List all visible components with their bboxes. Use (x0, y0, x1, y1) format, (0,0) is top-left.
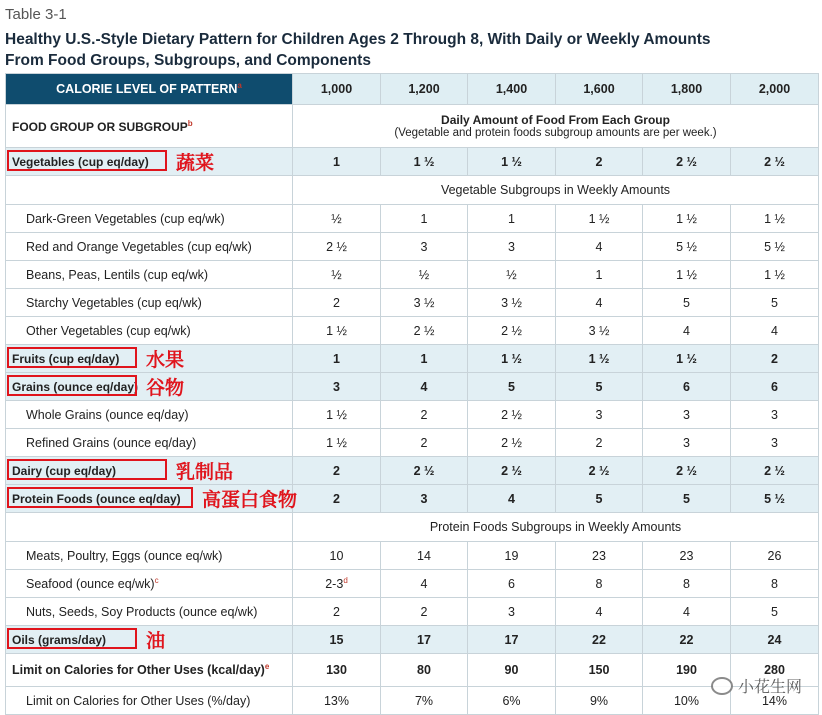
table-row (6, 542, 819, 570)
table-row (6, 654, 819, 687)
value-cell: 3 (381, 485, 468, 513)
row-label-text: Whole Grains (ounce eq/day) (26, 407, 189, 422)
chinese-annotation: 乳制品 (176, 461, 234, 483)
value-cell: 1 ½ (643, 205, 731, 233)
value-cell: 6 (468, 570, 556, 598)
value-cell: 280 (731, 654, 819, 687)
dietary-pattern-table (5, 73, 819, 715)
row-label-text: Meats, Poultry, Eggs (ounce eq/wk) (26, 548, 223, 563)
value-cell: 23 (643, 542, 731, 570)
table-row (6, 233, 819, 261)
calorie-level-3: 1,400 (468, 74, 556, 105)
footnote-marker: d (343, 575, 348, 585)
row-label-oils (6, 626, 293, 654)
value-cell: 3 (381, 233, 468, 261)
value-cell: 1 ½ (381, 148, 468, 176)
value-cell: 5 (556, 485, 643, 513)
row-label-text: Starchy Vegetables (cup eq/wk) (26, 295, 202, 310)
value-cell: 2 ½ (468, 317, 556, 345)
table-title (5, 29, 805, 71)
blank-cell (6, 176, 293, 205)
blank-cell (6, 513, 293, 542)
value-cell: 190 (643, 654, 731, 687)
table-row (6, 345, 819, 373)
row-label-text: Refined Grains (ounce eq/day) (26, 435, 197, 450)
row-label-text: Fruits (cup eq/day) (12, 351, 120, 366)
value-cell: 6% (468, 687, 556, 715)
value-cell: 4 (468, 485, 556, 513)
table-row (6, 289, 819, 317)
value-cell: 130 (293, 654, 381, 687)
value-cell: 5 (556, 373, 643, 401)
row-label-grains (6, 373, 293, 401)
value-cell: 26 (731, 542, 819, 570)
value-cell: 4 (556, 598, 643, 626)
value-cell: 15 (293, 626, 381, 654)
value-cell: 1 (381, 345, 468, 373)
table-row (6, 687, 819, 715)
value-cell: 2 (293, 289, 381, 317)
value-cell: 9% (556, 687, 643, 715)
value-cell: 2 ½ (731, 148, 819, 176)
row-label-dairy (6, 457, 293, 485)
calorie-level-4: 1,600 (556, 74, 643, 105)
vegetable-subgroup-heading: Vegetable Subgroups in Weekly Amounts (293, 176, 819, 205)
value-cell: 4 (381, 373, 468, 401)
title-line-1: Healthy U.S.-Style Dietary Pattern for Children Ages 2 Through 8, With Daily or Weekly Amounts (5, 31, 711, 48)
table-row (6, 317, 819, 345)
value-cell: 3 (468, 233, 556, 261)
row-label-text: Protein Foods (ounce eq/day) (12, 491, 181, 506)
chinese-annotation: 水果 (146, 349, 185, 371)
row-label-fruits (6, 345, 293, 373)
header-row-daily (6, 105, 819, 148)
footnote-marker: c (154, 575, 159, 585)
row-label-text: Vegetables (cup eq/day) (12, 154, 149, 169)
value-cell: 8 (731, 570, 819, 598)
value-cell: 5 ½ (731, 233, 819, 261)
value-cell: 5 (643, 485, 731, 513)
chinese-annotation: 谷物 (146, 377, 185, 399)
value-cell: 8 (643, 570, 731, 598)
table-row (6, 570, 819, 598)
value-cell: 10% (643, 687, 731, 715)
value-cell: 7% (381, 687, 468, 715)
value-cell: 5 (643, 289, 731, 317)
row-label-nuts (6, 598, 293, 626)
value-cell: 150 (556, 654, 643, 687)
value-cell: 17 (381, 626, 468, 654)
value-cell: 5 ½ (643, 233, 731, 261)
value-cell: 2 ½ (468, 457, 556, 485)
watermark (711, 674, 802, 697)
value-cell: ½ (381, 261, 468, 289)
table-row (6, 261, 819, 289)
calorie-level-2: 1,200 (381, 74, 468, 105)
table-row (6, 485, 819, 513)
header-row-calorie (6, 74, 819, 105)
value-cell: 5 (731, 598, 819, 626)
value-cell: 1 ½ (293, 401, 381, 429)
value-cell: 4 (643, 598, 731, 626)
value-cell: 6 (643, 373, 731, 401)
row-label-text: Other Vegetables (cup eq/wk) (26, 323, 191, 338)
value-cell: 3 (556, 401, 643, 429)
footnote-marker: e (264, 662, 270, 672)
table-caption: Table 3-1 (5, 6, 67, 23)
subgroup-heading-row (6, 176, 819, 205)
row-label-text: Seafood (ounce eq/wk) (26, 577, 155, 592)
value-cell: 2 (381, 598, 468, 626)
watermark-text: 小花生网 (737, 677, 802, 696)
protein-subgroup-heading: Protein Foods Subgroups in Weekly Amounts (293, 513, 819, 542)
value-cell: 1 ½ (731, 261, 819, 289)
value-cell: ½ (468, 261, 556, 289)
value-cell: 1 ½ (468, 148, 556, 176)
row-label-text: Nuts, Seeds, Soy Products (ounce eq/wk) (26, 604, 258, 619)
row-label-refined-grains (6, 429, 293, 457)
calorie-level-header: CALORIE LEVEL OF PATTERN$^a$ (6, 74, 293, 105)
value-cell: 3 ½ (381, 289, 468, 317)
daily-amount-title: Daily Amount of Food From Each Group (441, 113, 670, 127)
value-cell: 3 (731, 401, 819, 429)
value-cell: 3 ½ (556, 317, 643, 345)
value-cell: 1 ½ (643, 261, 731, 289)
row-label-other-veg (6, 317, 293, 345)
value-cell: 1 ½ (468, 345, 556, 373)
value-cell: 1 (556, 261, 643, 289)
value-cell: 1 ½ (556, 205, 643, 233)
table-row (6, 401, 819, 429)
value-cell: 3 ½ (468, 289, 556, 317)
value-cell: 22 (643, 626, 731, 654)
row-label-vegetables (6, 148, 293, 176)
table-row (6, 373, 819, 401)
chat-bubble-icon (711, 677, 733, 695)
value-cell: 2 ½ (381, 317, 468, 345)
table-row (6, 205, 819, 233)
value-cell: 14 (381, 542, 468, 570)
value-cell: 17 (468, 626, 556, 654)
value-cell: 2 ½ (643, 148, 731, 176)
value-cell: 2 (556, 148, 643, 176)
row-label-protein (6, 485, 298, 513)
value-cell: 2 ½ (468, 429, 556, 457)
value-cell: 2 ½ (468, 401, 556, 429)
table-row (6, 148, 819, 176)
value-text: 2-3 (325, 577, 344, 592)
value-cell: 1 ½ (556, 345, 643, 373)
table-row (6, 598, 819, 626)
value-cell: 2 (293, 485, 381, 513)
value-cell: 22 (556, 626, 643, 654)
value-cell: 90 (468, 654, 556, 687)
value-cell: 8 (556, 570, 643, 598)
value-cell: 1 ½ (293, 429, 381, 457)
row-label-text: Oils (grams/day) (12, 632, 107, 647)
row-label-text: Limit on Calories for Other Uses (kcal/day) (12, 663, 265, 678)
row-label-meats (6, 542, 293, 570)
value-cell: 1 ½ (643, 345, 731, 373)
chinese-annotation: 高蛋白食物 (202, 489, 298, 511)
value-cell: 5 ½ (731, 485, 819, 513)
value-cell (293, 570, 381, 598)
title-line-2: From Food Groups, Subgroups, and Components (5, 52, 371, 69)
value-cell: 4 (643, 317, 731, 345)
value-cell: 2 (556, 429, 643, 457)
row-label-text: Beans, Peas, Lentils (cup eq/wk) (26, 267, 209, 282)
row-label-limit-kcal (6, 654, 293, 687)
row-label-beans (6, 261, 293, 289)
value-cell: 19 (468, 542, 556, 570)
value-cell: 4 (556, 289, 643, 317)
value-cell: 6 (731, 373, 819, 401)
value-cell: 3 (643, 401, 731, 429)
row-label-seafood (6, 570, 293, 598)
value-cell: 2 (293, 457, 381, 485)
row-label-text: Limit on Calories for Other Uses (%/day) (26, 693, 251, 708)
row-label-whole-grains (6, 401, 293, 429)
value-cell: 3 (468, 598, 556, 626)
value-cell: 1 (293, 148, 381, 176)
value-cell: 2 (731, 345, 819, 373)
value-cell: 23 (556, 542, 643, 570)
value-cell: 14% (731, 687, 819, 715)
value-cell: 4 (556, 233, 643, 261)
row-label-text: Grains (ounce eq/day) (12, 379, 139, 394)
chinese-annotation: 油 (146, 630, 166, 652)
table-row (6, 429, 819, 457)
calorie-level-5: 1,800 (643, 74, 731, 105)
subgroup-heading-row (6, 513, 819, 542)
row-label-text: Dairy (cup eq/day) (12, 463, 117, 478)
value-cell: 5 (731, 289, 819, 317)
value-cell: 10 (293, 542, 381, 570)
row-label-text: Red and Orange Vegetables (cup eq/wk) (26, 239, 252, 254)
daily-amount-header (293, 105, 819, 148)
calorie-level-6: 2,000 (731, 74, 819, 105)
value-cell: 80 (381, 654, 468, 687)
value-cell: 5 (468, 373, 556, 401)
value-cell: 24 (731, 626, 819, 654)
row-label-text: Dark-Green Vegetables (cup eq/wk) (26, 211, 225, 226)
value-cell: 3 (293, 373, 381, 401)
calorie-level-1: 1,000 (293, 74, 381, 105)
row-label-limit-pct (6, 687, 293, 715)
value-cell: 2 (293, 598, 381, 626)
value-cell: 1 ½ (293, 317, 381, 345)
food-group-header: FOOD GROUP OR SUBGROUP$^b$ (6, 105, 293, 148)
value-cell: ½ (293, 261, 381, 289)
value-cell: 13% (293, 687, 381, 715)
value-cell: 2 ½ (643, 457, 731, 485)
value-cell: 1 (381, 205, 468, 233)
value-cell: 4 (381, 570, 468, 598)
value-cell: 3 (643, 429, 731, 457)
table-row (6, 626, 819, 654)
value-cell: 2 ½ (731, 457, 819, 485)
value-cell: 2 (381, 401, 468, 429)
value-cell: 2 (381, 429, 468, 457)
row-label-starchy (6, 289, 293, 317)
value-cell: ½ (293, 205, 381, 233)
row-label-red-orange (6, 233, 293, 261)
chinese-annotation: 蔬菜 (176, 152, 215, 174)
daily-amount-note: (Vegetable and protein foods subgroup amounts are per week.) (394, 127, 717, 139)
row-label-dark-green (6, 205, 293, 233)
value-cell: 2 ½ (381, 457, 468, 485)
value-cell: 2 ½ (293, 233, 381, 261)
table-row (6, 457, 819, 485)
value-cell: 1 (293, 345, 381, 373)
value-cell: 1 ½ (731, 205, 819, 233)
value-cell: 4 (731, 317, 819, 345)
value-cell: 2 ½ (556, 457, 643, 485)
value-cell: 1 (468, 205, 556, 233)
value-cell: 3 (731, 429, 819, 457)
